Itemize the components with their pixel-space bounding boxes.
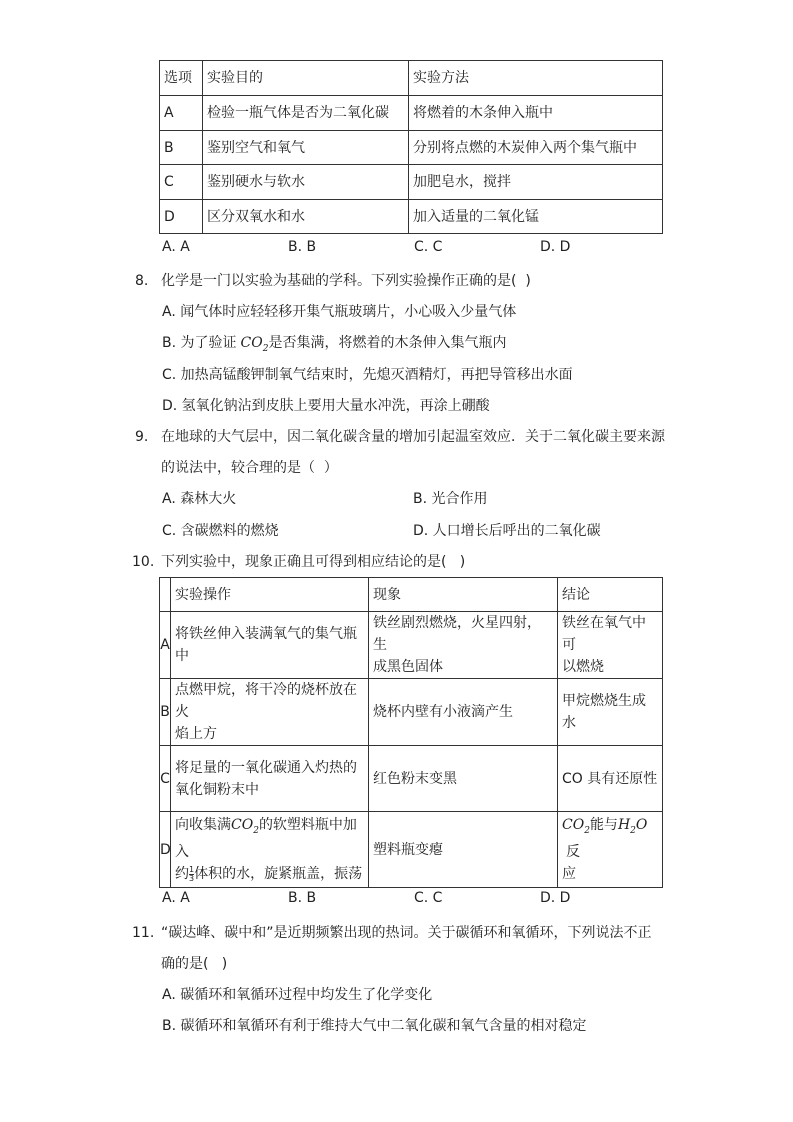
table-cell: 检验一瓶气体是否为二氧化碳	[203, 96, 409, 131]
option-a[interactable]: A. A	[162, 239, 190, 255]
q7-options	[162, 239, 682, 261]
table-cell: $CO_2$能与$H_2O$反 应	[558, 812, 663, 888]
table-row	[160, 200, 663, 234]
option-b[interactable]: B. B	[288, 239, 317, 255]
table-cell: 将燃着的木条伸入瓶中	[409, 96, 663, 131]
option-d[interactable]: D. 氢氧化钠沾到皮肤上要用大量水冲洗，再涂上硼酸	[162, 398, 490, 414]
co2-formula: $CO_2$	[231, 816, 259, 836]
table-cell: 红色粉末变黑	[369, 746, 558, 812]
question-stem: 的说法中，较合理的是（ ）	[161, 460, 338, 476]
table-cell: 将足量的一氧化碳通入灼热的 氧化铜粉末中	[171, 746, 369, 812]
option-a[interactable]: A. A	[162, 890, 190, 906]
option-b-text: B. 为了验证	[162, 335, 237, 351]
question-number: 9.	[135, 429, 149, 445]
question-number: 11.	[132, 925, 155, 941]
table-cell: 分别将点燃的木炭伸入两个集气瓶中	[409, 131, 663, 165]
table-row	[160, 612, 663, 679]
option-a[interactable]: A. 闻气体时应轻轻移开集气瓶玻璃片，小心吸入少量气体	[162, 304, 517, 320]
row-label: B	[160, 679, 171, 746]
option-c[interactable]: C. 加热高锰酸钾制氧气结束时，先熄灭酒精灯，再把导管移出水面	[162, 367, 573, 383]
table-cell: 烧杯内壁有小液滴产生	[369, 679, 558, 746]
question-stem: 在地球的大气层中，因二氧化碳含量的增加引起温室效应．关于二氧化碳主要来源	[161, 429, 665, 445]
q7-table	[159, 60, 663, 234]
table-cell: 铁丝剧烈燃烧，火星四射，生 成黑色固体	[369, 612, 558, 679]
table-cell: 区分双氧水和水	[203, 200, 409, 234]
table-header-cell: 实验目的	[203, 61, 409, 96]
table-row	[160, 131, 663, 165]
question-stem: “碳达峰、碳中和”是近期频繁出现的热词。关于碳循环和氧循环，下列说法不正	[161, 925, 652, 941]
table-row	[160, 96, 663, 131]
q10-options	[162, 890, 682, 912]
option-b[interactable]: B. B	[288, 890, 317, 906]
table-header-row	[160, 61, 663, 96]
h2o-formula: $H_2O$	[617, 816, 648, 836]
table-header-cell: 选项	[160, 61, 203, 96]
q10-table	[159, 577, 663, 888]
question-number: 10.	[132, 554, 155, 570]
option-b[interactable]	[162, 332, 506, 360]
table-cell: 鉴别硬水与软水	[203, 165, 409, 200]
table-cell: 铁丝在氧气中可 以燃烧	[558, 612, 663, 679]
table-cell: A	[160, 96, 203, 131]
table-header-cell: 结论	[558, 578, 663, 612]
table-cell: CO 具有还原性	[558, 746, 663, 812]
table-cell: 塑料瓶变瘪	[369, 812, 558, 888]
table-cell: 加入适量的二氧化锰	[409, 200, 663, 234]
table-row	[160, 679, 663, 746]
fraction-one-third: $\frac{1}{3}$	[189, 864, 195, 883]
co2-formula: $CO_2$	[240, 335, 269, 354]
option-d[interactable]: D. 人口增长后呼出的二氧化碳	[413, 523, 601, 539]
table-row	[160, 165, 663, 200]
table-cell: 鉴别空气和氧气	[203, 131, 409, 165]
option-b[interactable]: B. 光合作用	[413, 491, 488, 507]
table-cell: B	[160, 131, 203, 165]
table-header-cell: 现象	[369, 578, 558, 612]
question-stem: 确的是( )	[161, 956, 228, 972]
option-b-text: 是否集满，将燃着的木条伸入集气瓶内	[268, 335, 507, 351]
question-number: 8.	[135, 273, 149, 289]
option-a[interactable]: A. 森林大火	[162, 491, 237, 507]
option-c[interactable]: C. C	[414, 239, 443, 255]
option-d[interactable]: D. D	[540, 239, 571, 255]
option-a[interactable]: A. 碳循环和氧循环过程中均发生了化学变化	[162, 987, 433, 1003]
table-cell: 加肥皂水，搅拌	[409, 165, 663, 200]
table-row	[160, 812, 663, 888]
option-c[interactable]: C. 含碳燃料的燃烧	[162, 523, 279, 539]
table-cell: 甲烷燃烧生成水	[558, 679, 663, 746]
table-cell: 点燃甲烷，将干冷的烧杯放在火 焰上方	[171, 679, 369, 746]
option-c[interactable]: C. C	[414, 890, 443, 906]
question-stem: 化学是一门以实验为基础的学科。下列实验操作正确的是( )	[161, 273, 531, 289]
option-b[interactable]: B. 碳循环和氧循环有利于维持大气中二氧化碳和氧气含量的相对稳定	[162, 1018, 587, 1034]
table-cell: D	[160, 200, 203, 234]
row-label: A	[160, 612, 171, 679]
row-label: C	[160, 746, 171, 812]
table-header-row	[160, 578, 663, 612]
table-cell: 向收集满$CO_2$的软塑料瓶中加入 约 $\frac{1}{3}$ 体积的水，旋紧瓶盖，振荡	[171, 812, 369, 888]
table-header-cell	[160, 578, 171, 612]
option-d[interactable]: D. D	[540, 890, 571, 906]
table-cell: C	[160, 165, 203, 200]
table-header-cell: 实验方法	[409, 61, 663, 96]
question-stem: 下列实验中，现象正确且可得到相应结论的是( )	[161, 554, 466, 570]
table-cell: 将铁丝伸入装满氧气的集气瓶 中	[171, 612, 369, 679]
co2-formula: $CO_2$	[562, 816, 590, 836]
table-header-cell: 实验操作	[171, 578, 369, 612]
table-row	[160, 746, 663, 812]
row-label: D	[160, 812, 171, 888]
